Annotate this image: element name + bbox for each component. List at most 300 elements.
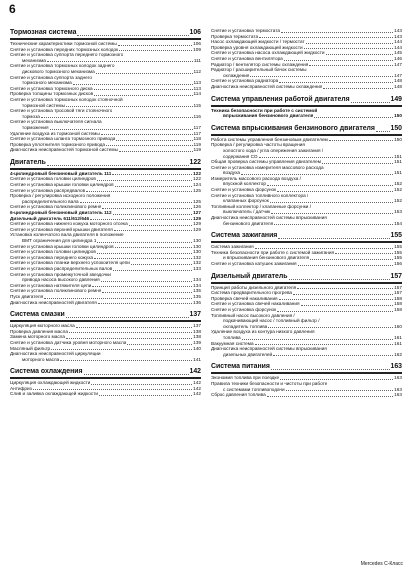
toc-section (211, 95, 402, 119)
section-title: Система смазки (10, 311, 65, 319)
entry-title: Снятие и установка крышки головки цилиндров (10, 243, 114, 249)
entry-page: 162 (394, 351, 402, 357)
entry-page: 150 (394, 136, 402, 142)
entry-page: 142 (193, 385, 201, 391)
leader-dots (298, 265, 394, 266)
entry-page: 130 (193, 249, 201, 255)
leader-dots (270, 202, 393, 203)
section-heading[interactable] (211, 231, 402, 243)
entry-title: Снятие и установка измерителя массового расхода (211, 164, 324, 170)
entry-page: 151 (394, 159, 402, 165)
leader-dots (102, 292, 192, 293)
entry-title: Проверка уровня охлаждающей жидкости (211, 44, 303, 50)
entry-page: 144 (394, 39, 402, 45)
entry-page: 135 (193, 293, 201, 299)
entry-page: 134 (193, 277, 201, 283)
entry-page: 161 (394, 334, 402, 340)
leader-dots (329, 140, 393, 141)
leader-dots (279, 299, 394, 300)
leader-dots (351, 102, 390, 103)
entry-title: Удаление воздуха из контура низкого давления (211, 329, 315, 335)
entry-page: 117 (193, 124, 201, 130)
leader-dots (80, 202, 193, 203)
leader-dots (326, 54, 394, 55)
entry-title: Снятие и установка выключателя сигнала (10, 119, 102, 125)
entry-page: 158 (394, 301, 402, 307)
entry-title: тормоза (22, 113, 40, 119)
entry-page: 148 (394, 83, 402, 89)
entry-title: Снятие и установка вентилятора (211, 55, 283, 61)
entry-title: Снятие и установка суппорта заднего (10, 74, 92, 80)
leader-dots (94, 258, 192, 259)
entry-page: 125 (193, 187, 201, 193)
entry-page: 127 (193, 210, 201, 216)
entry-title: Дизельный двигатель 611/612/646 (10, 215, 90, 221)
leader-dots (277, 191, 393, 192)
toc-right-column (211, 28, 402, 402)
entry-title: Масляный фильтр (10, 345, 51, 351)
entry-title: содержания СО (223, 153, 258, 159)
leader-dots (73, 84, 193, 85)
entry-page: 147 (394, 61, 402, 67)
entry-title: Снятие и установка головки цилиндров (10, 249, 96, 255)
leader-dots (293, 294, 393, 295)
entry-title: Снятие и установка верхней крышки двигателя (10, 226, 113, 232)
entry-title: выключатель / датчик (223, 209, 271, 215)
entry-title: Антифриз (10, 385, 32, 391)
toc-section (211, 28, 402, 90)
section-page: 122 (189, 158, 201, 166)
entry-title: Правила техники безопасности и чистоты при работе (211, 380, 328, 386)
leader-dots (286, 390, 394, 391)
entry-page: 136 (193, 299, 201, 305)
entry-page: 155 (394, 249, 402, 255)
leader-dots (51, 349, 192, 350)
entry-title: Снятие и установка распредвалов (10, 187, 86, 193)
entry-page: 129 (193, 215, 201, 221)
entry-title: Диагностика неисправностей двигателя (10, 299, 97, 305)
leader-dots (47, 165, 189, 166)
entry-title: Измеритель массового расхода воздуха / (211, 175, 301, 181)
entry-page: 109 (193, 46, 201, 52)
entry-page: 151 (394, 153, 402, 159)
leader-dots (84, 374, 189, 375)
leader-dots (241, 174, 393, 175)
running-footer: Mercedes C-Класс (360, 561, 403, 567)
entry-title: Радиатор / вентилятор системы охлаждения (211, 61, 309, 67)
entry-title: Снятие и установка передних тормозных колодок (10, 46, 119, 52)
leader-dots (259, 157, 394, 158)
leader-dots (91, 384, 192, 385)
entry-page: 153 (394, 209, 402, 215)
entry-title: Топливный насос высокого давления / (211, 312, 295, 318)
section-heading[interactable] (211, 362, 402, 374)
toc-section (10, 310, 201, 362)
entry-page: 163 (394, 386, 402, 392)
section-page: 163 (390, 363, 402, 371)
leader-dots (314, 117, 393, 118)
entry-page: 163 (394, 375, 402, 381)
leader-dots (268, 327, 393, 328)
entry-title: Снятие и установка суппорта переднего тормозного (10, 52, 124, 58)
entry-page: 146 (394, 55, 402, 61)
leader-dots (267, 396, 393, 397)
leader-dots (310, 259, 393, 260)
entry-title: впускной коллектор (223, 181, 266, 187)
entry-page: 139 (193, 339, 201, 345)
entry-page: 155 (394, 244, 402, 250)
section-title: Тормозная система (10, 29, 77, 36)
leader-dots (278, 238, 389, 239)
entry-title: Снятие и установка промежуточной звездочки (10, 271, 111, 277)
leader-dots (289, 279, 390, 280)
entry-page: 144 (394, 44, 402, 50)
leader-dots (101, 281, 192, 282)
entry-title: Снятие и установка поликлинового ремня (10, 204, 102, 210)
toc-section (10, 158, 201, 305)
entry-title: Проверка свечей накаливания (211, 295, 278, 301)
entry-title: подкачивающий насос / топливный фильтр / (223, 318, 320, 324)
toc-entry[interactable] (10, 300, 201, 306)
entry-page: 154 (394, 220, 402, 226)
entry-page: 106 (193, 41, 201, 46)
toc-entry[interactable] (211, 261, 402, 267)
leader-dots (96, 73, 193, 74)
entry-page: 138 (193, 328, 201, 334)
entry-title: бензинового двигателя (223, 220, 274, 226)
entry-page: 156 (394, 261, 402, 266)
leader-dots (76, 327, 192, 328)
entry-title: торможения (22, 124, 49, 130)
entry-page: 160 (394, 323, 402, 329)
toc-entry[interactable] (211, 392, 402, 398)
leader-dots (44, 298, 192, 299)
entry-page: 158 (394, 306, 402, 312)
entry-title: 6-цилиндровый бензиновый двигатель 112 (10, 210, 112, 216)
leader-dots (94, 95, 192, 96)
entry-title: Снятие и установка тормозного диска (10, 85, 93, 91)
section-heading[interactable] (211, 272, 402, 284)
leader-dots (255, 344, 394, 345)
leader-dots (335, 253, 393, 254)
entry-page: 130 (193, 238, 201, 243)
entry-title: Пуск двигателя (10, 293, 44, 299)
toc-entry[interactable] (10, 357, 201, 363)
leader-dots (69, 332, 192, 333)
leader-dots (90, 219, 192, 220)
leader-dots (119, 50, 192, 51)
leader-dots (86, 191, 192, 192)
entry-title: Снятие и установка планки верхнего успокоителя цепи (10, 260, 130, 266)
entry-title: дизельных двигателей (223, 351, 273, 357)
leader-dots (92, 286, 192, 287)
leader-dots (284, 60, 393, 61)
section-title: Система питания (211, 363, 270, 371)
entry-title: Принцип работы дизельного двигателя (211, 284, 297, 290)
entry-title: Техника безопасности при работе с системой зажигания (211, 249, 334, 255)
section-page: 155 (390, 232, 402, 240)
leader-dots (94, 89, 193, 90)
entry-page: 125 (193, 198, 201, 204)
entry-title: Диагностика неисправностей системы впрыскивания (211, 215, 327, 221)
entry-title: Система зажигания (211, 244, 254, 250)
entry-title: Снятие и установка распределительных валов (10, 265, 113, 271)
entry-title: Циркуляция охлаждающей жидкости (10, 380, 91, 386)
entry-title: Снятие и установка свечей накаливания (211, 301, 300, 307)
leader-dots (271, 369, 390, 370)
section-title: Система зажигания (211, 232, 278, 240)
entry-page: 119 (193, 147, 201, 153)
leader-dots (242, 339, 394, 340)
entry-title: Топливный коллектор / клапанные форсунки / (211, 203, 312, 209)
entry-page: 115 (193, 102, 201, 108)
entry-page: 148 (394, 78, 402, 84)
entry-title: Работа системы управления бензиновым двигателем (211, 136, 328, 142)
entry-title: Замена моторного масла (10, 334, 66, 340)
entry-title: тормозного механизма (22, 80, 72, 86)
leader-dots (267, 185, 393, 186)
entry-title: Общая проверка системы управления двигателем (211, 159, 321, 165)
entry-title: Снятие и установка переднего кожуха (10, 254, 93, 260)
section-page: 106 (189, 29, 201, 36)
leader-dots (60, 360, 192, 361)
entry-page: 130 (193, 243, 201, 249)
leader-dots (297, 288, 393, 289)
entry-title: Удаление воздуха из тормозной системы (10, 130, 100, 136)
leader-dots (33, 389, 192, 390)
entry-page: 141 (193, 356, 201, 362)
entry-title: Проверка давления масла (10, 328, 68, 334)
toc-section (211, 272, 402, 358)
leader-dots (119, 151, 193, 152)
entry-title: Снятие и установка насоса охлаждающей жидкости (211, 50, 325, 56)
entry-page: 161 (394, 340, 402, 346)
leader-dots (66, 106, 193, 107)
leader-dots (304, 48, 394, 49)
entry-title: Снятие и установка шланга тормозного привода (10, 136, 116, 142)
entry-title: Проверка / регулировка исходного положения (10, 193, 111, 199)
toc-entry[interactable] (211, 352, 402, 358)
section-title: Дизельный двигатель (211, 272, 288, 280)
entry-page: 152 (394, 198, 402, 204)
entry-page: 142 (193, 391, 201, 397)
entry-page: 124 (193, 182, 201, 188)
entry-page: 150 (394, 113, 402, 119)
entry-title: Снятие и установка крышки головки цилиндров (10, 182, 114, 188)
toc-section (211, 231, 402, 266)
entry-title: Радиатор / расширительный бачок системы (211, 67, 307, 73)
entry-title: Система предварительного прогрева (211, 290, 292, 296)
toc-entry[interactable] (10, 147, 201, 153)
leader-dots (97, 242, 192, 243)
entry-title: ВМТ ограничения для цилиндра 1 (22, 238, 97, 243)
entry-page: 129 (193, 221, 201, 227)
toc-section (211, 124, 402, 227)
entry-page: 122 (193, 176, 201, 182)
entry-title: моторного масла (22, 356, 60, 362)
leader-dots (127, 344, 192, 345)
entry-page: 118 (193, 136, 201, 142)
entry-title: воздуха (223, 170, 241, 176)
leader-dots (50, 129, 193, 130)
leader-dots (271, 213, 393, 214)
entry-title: Диагностика неисправностей тормозной системы (10, 147, 118, 153)
leader-dots (281, 32, 393, 33)
section-heading[interactable] (10, 367, 201, 379)
toc-entry[interactable] (211, 84, 402, 90)
leader-dots (114, 230, 192, 231)
leader-dots (277, 311, 393, 312)
entry-title: Вакуумная система (211, 340, 254, 346)
entry-page: 126 (193, 204, 201, 210)
entry-title: охлаждения (223, 72, 250, 78)
entry-page: 119 (193, 141, 201, 147)
entry-page: 135 (193, 288, 201, 294)
leader-dots (309, 65, 393, 66)
entry-title: Проверка / регулировка частоты вращения (211, 142, 305, 148)
section-heading[interactable] (10, 310, 201, 322)
leader-dots (376, 131, 390, 132)
toc-section (10, 28, 201, 153)
leader-dots (115, 247, 193, 248)
leader-dots (280, 379, 393, 380)
leader-dots (98, 303, 192, 304)
leader-dots (66, 338, 192, 339)
entry-title: Снятие и установка форсунок (211, 187, 277, 193)
leader-dots (273, 355, 393, 356)
leader-dots (101, 134, 193, 135)
section-heading[interactable] (10, 28, 201, 40)
leader-dots (255, 248, 394, 249)
entry-page: 114 (193, 91, 201, 97)
toc-entry[interactable] (211, 221, 402, 227)
entry-title: Снятие и установка радиатора (211, 78, 279, 84)
toc-entry[interactable] (10, 391, 201, 397)
entry-page: 132 (193, 260, 201, 266)
entry-page: 152 (394, 181, 402, 187)
entry-page: 163 (394, 392, 402, 398)
entry-page: 158 (394, 295, 402, 301)
leader-dots (102, 208, 192, 209)
entry-title: Проверка уплотнителя тормозного привода (10, 141, 105, 147)
entry-title: тормозной системы (22, 102, 65, 108)
entry-title: Снятие и установка головки цилиндров (10, 176, 96, 182)
leader-dots (41, 117, 193, 118)
entry-page: 142 (193, 380, 201, 386)
leader-dots (131, 264, 192, 265)
entry-title: Технические характеристики тормозной системы (10, 41, 117, 46)
leader-dots (323, 88, 393, 89)
entry-title: холостого хода / угла опережения зажигания / (223, 147, 324, 153)
leader-dots (77, 35, 188, 36)
entry-title: Снятие и установка натяжителя цепи (10, 282, 92, 288)
entry-title: клапанных форсунок (223, 198, 269, 204)
entry-page: 155 (394, 255, 402, 261)
entry-page: 117 (193, 130, 201, 136)
leader-dots (97, 253, 192, 254)
entry-page: 134 (193, 282, 201, 288)
entry-title: Снятие и установка датчика уровня моторного масла (10, 339, 127, 345)
leader-dots (106, 145, 193, 146)
entry-title: охладитель топлива (223, 323, 268, 329)
section-title: Система охлаждения (10, 368, 83, 376)
entry-title: Снятие и установка поликлинового ремня (10, 288, 102, 294)
leader-dots (99, 395, 192, 396)
section-heading[interactable] (10, 158, 201, 170)
entry-page: 140 (193, 345, 201, 351)
leader-dots (97, 180, 192, 181)
section-heading[interactable] (211, 124, 402, 136)
entry-page: 157 (394, 290, 402, 296)
entry-title: механизма (22, 57, 46, 63)
leader-dots (259, 37, 393, 38)
entry-page: 137 (193, 323, 201, 329)
entry-page: 143 (394, 33, 402, 39)
entry-title: Техника безопасности при работе с системой (211, 107, 318, 113)
entry-title: Насос охлаждающей жидкости / термостат (211, 39, 305, 45)
entry-title: Проверка толщины тормозных дисков (10, 91, 94, 97)
entry-title: Слив и заливка охлаждающей жидкости (10, 391, 98, 397)
entry-title: Установка коленчатого вала двигателя в положение (10, 232, 124, 238)
entry-page: 113 (193, 80, 201, 86)
entry-title: Проверка термостата (211, 33, 259, 39)
entry-page: 143 (394, 28, 402, 33)
leader-dots (66, 317, 189, 318)
leader-dots (279, 82, 393, 83)
section-page: 157 (390, 272, 402, 280)
page-number: 6 (9, 2, 16, 16)
section-heading[interactable] (211, 95, 402, 107)
entry-page: 112 (193, 68, 201, 74)
entry-title: распределительного вала (22, 198, 79, 204)
entry-title: 4-цилиндровый бензиновый двигатель 111 (10, 170, 112, 176)
entry-page: 157 (394, 284, 402, 290)
entry-title: дискового тормозного механизма (22, 68, 95, 74)
entry-page: 113 (193, 85, 201, 91)
leader-dots (250, 76, 393, 77)
entry-title: с системами топливоподачи (223, 386, 285, 392)
leader-dots (306, 43, 394, 44)
leader-dots (129, 225, 192, 226)
entry-title: Снятие и установка тормозных колодок заднего (10, 63, 115, 69)
leader-dots (47, 61, 193, 62)
entry-page: 111 (193, 57, 201, 63)
leader-dots (113, 270, 192, 271)
entry-page: 132 (193, 254, 201, 260)
entry-page: 147 (394, 72, 402, 78)
entry-title: Снятие и установка термостата (211, 28, 280, 33)
entry-title: Экономия топлива при поездке (211, 375, 280, 381)
leader-dots (274, 224, 393, 225)
leader-dots (301, 305, 394, 306)
entry-page: 138 (193, 334, 201, 340)
toc-entry[interactable] (211, 113, 402, 119)
entry-title: Диагностика неисправностей циркуляции (10, 351, 101, 357)
leader-dots (118, 45, 192, 46)
entry-title: Диагностика неисправностей системы впрыскивания (211, 346, 327, 352)
entry-title: Снятие и установка тормозных колодок стояночной (10, 96, 123, 102)
leader-dots (115, 186, 193, 187)
entry-title: привода насоса высокого давления (22, 277, 100, 283)
entry-title: Циркуляция моторного масла (10, 323, 75, 329)
leader-dots (113, 214, 193, 215)
entry-page: 122 (193, 170, 201, 176)
entry-page: 133 (193, 265, 201, 271)
entry-title: Снятие и установка топливного коллектора / (211, 192, 309, 198)
entry-title: Снятие и установка нижнего кожуха моторного отсека (10, 221, 128, 227)
entry-title: Сброс давления топлива (211, 392, 266, 398)
section-title: Система управления работой двигателя (211, 95, 350, 103)
